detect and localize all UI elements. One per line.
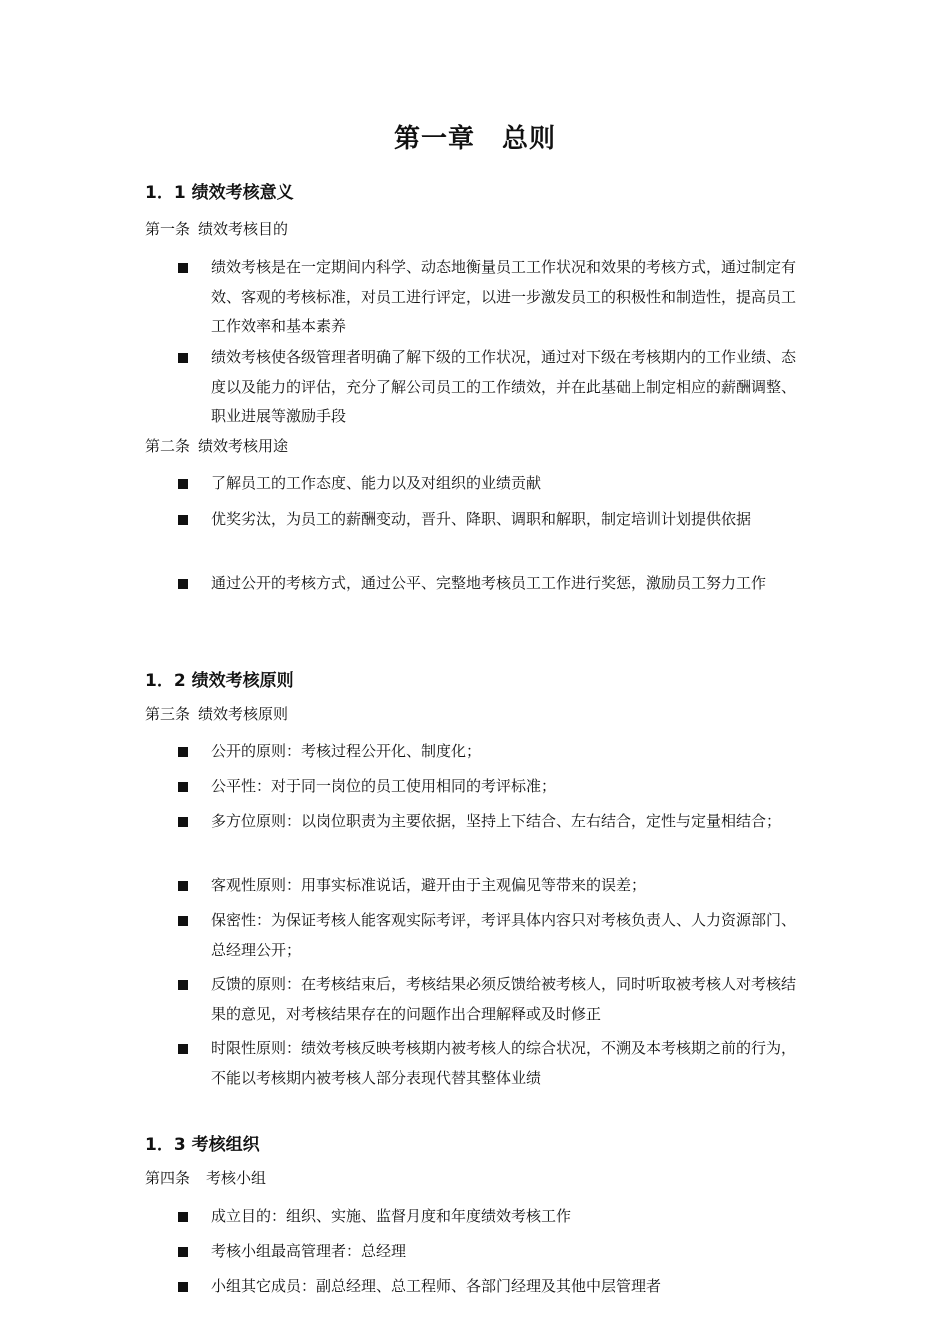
- square-bullet-icon: [178, 515, 188, 525]
- article-2: [145, 435, 288, 456]
- list-item-text: 时限性原则：绩效考核反映考核期内被考核人的综合状况，不溯及本考核期之前的行为，不能以考核期内被考核人部分表现代替其整体业绩: [211, 1039, 797, 1087]
- article-label: 第一条: [145, 220, 191, 238]
- list-item-text: 成立目的：组织、实施、监督月度和年度绩效考核工作: [211, 1207, 572, 1225]
- article-title: 考核小组: [206, 1169, 267, 1187]
- article-title: 绩效考核原则: [198, 705, 289, 723]
- article-label: 第四条: [145, 1169, 191, 1187]
- section-heading-1-1: 1．1 绩效考核意义: [145, 183, 294, 203]
- list-item-text: 绩效考核是在一定期间内科学、动态地衡量员工工作状况和效果的考核方式，通过制定有效、客观的考核标准，对员工进行评定，以进一步激发员工的积极性和制造性，提高员工工作效率和基本素养: [211, 258, 797, 335]
- square-bullet-icon: [178, 980, 188, 990]
- list-item-text: 通过公开的考核方式，通过公平、完整地考核员工工作进行奖惩，激励员工努力工作: [211, 574, 767, 592]
- square-bullet-icon: [178, 353, 188, 363]
- list-item-text: 公平性：对于同一岗位的员工使用相同的考评标准；: [211, 777, 557, 795]
- article-label: 第二条: [145, 437, 191, 455]
- article-1: [145, 218, 288, 239]
- list-item-text: 公开的原则：考核过程公开化、制度化；: [211, 742, 482, 760]
- square-bullet-icon: [178, 1247, 188, 1257]
- article-label: 第三条: [145, 705, 191, 723]
- square-bullet-icon: [178, 263, 188, 273]
- square-bullet-icon: [178, 782, 188, 792]
- chapter-title: 第一章 总则: [393, 124, 556, 154]
- section-heading-1-3: 1．3 考核组织: [145, 1135, 260, 1155]
- square-bullet-icon: [178, 881, 188, 891]
- article-4: [145, 1167, 266, 1188]
- square-bullet-icon: [178, 817, 188, 827]
- list-item-text: 保密性：为保证考核人能客观实际考评，考评具体内容只对考核负责人、人力资源部门、总经理公开；: [211, 911, 797, 959]
- square-bullet-icon: [178, 579, 188, 589]
- list-item-text: 绩效考核使各级管理者明确了解下级的工作状况，通过对下级在考核期内的工作业绩、态度以及能力的评估，充分了解公司员工的工作绩效，并在此基础上制定相应的薪酬调整、职业进展等激励手段: [211, 348, 797, 425]
- square-bullet-icon: [178, 916, 188, 926]
- square-bullet-icon: [178, 1282, 188, 1292]
- list-item-text: 反馈的原则：在考核结束后，考核结果必须反馈给被考核人，同时听取被考核人对考核结果的意见，对考核结果存在的问题作出合理解释或及时修正: [211, 975, 797, 1023]
- list-item-text: 客观性原则：用事实标准说话，避开由于主观偏见等带来的误差；: [211, 876, 647, 894]
- square-bullet-icon: [178, 747, 188, 757]
- list-item-text: 多方位原则：以岗位职责为主要依据，坚持上下结合、左右结合，定性与定量相结合；: [211, 812, 782, 830]
- section-heading-1-2: 1．2 绩效考核原则: [145, 671, 294, 691]
- square-bullet-icon: [178, 1212, 188, 1222]
- article-3: [145, 703, 288, 724]
- list-item-text: 优奖劣汰，为员工的薪酬变动，晋升、降职、调职和解职，制定培训计划提供依据: [211, 510, 752, 528]
- article-title: 绩效考核用途: [198, 437, 289, 455]
- square-bullet-icon: [178, 1044, 188, 1054]
- list-item-text: 考核小组最高管理者：总经理: [211, 1242, 407, 1260]
- square-bullet-icon: [178, 479, 188, 489]
- list-item-text: 小组其它成员：副总经理、总工程师、各部门经理及其他中层管理者: [211, 1277, 662, 1295]
- article-title: 绩效考核目的: [198, 220, 289, 238]
- list-item-text: 了解员工的工作态度、能力以及对组织的业绩贡献: [211, 474, 542, 492]
